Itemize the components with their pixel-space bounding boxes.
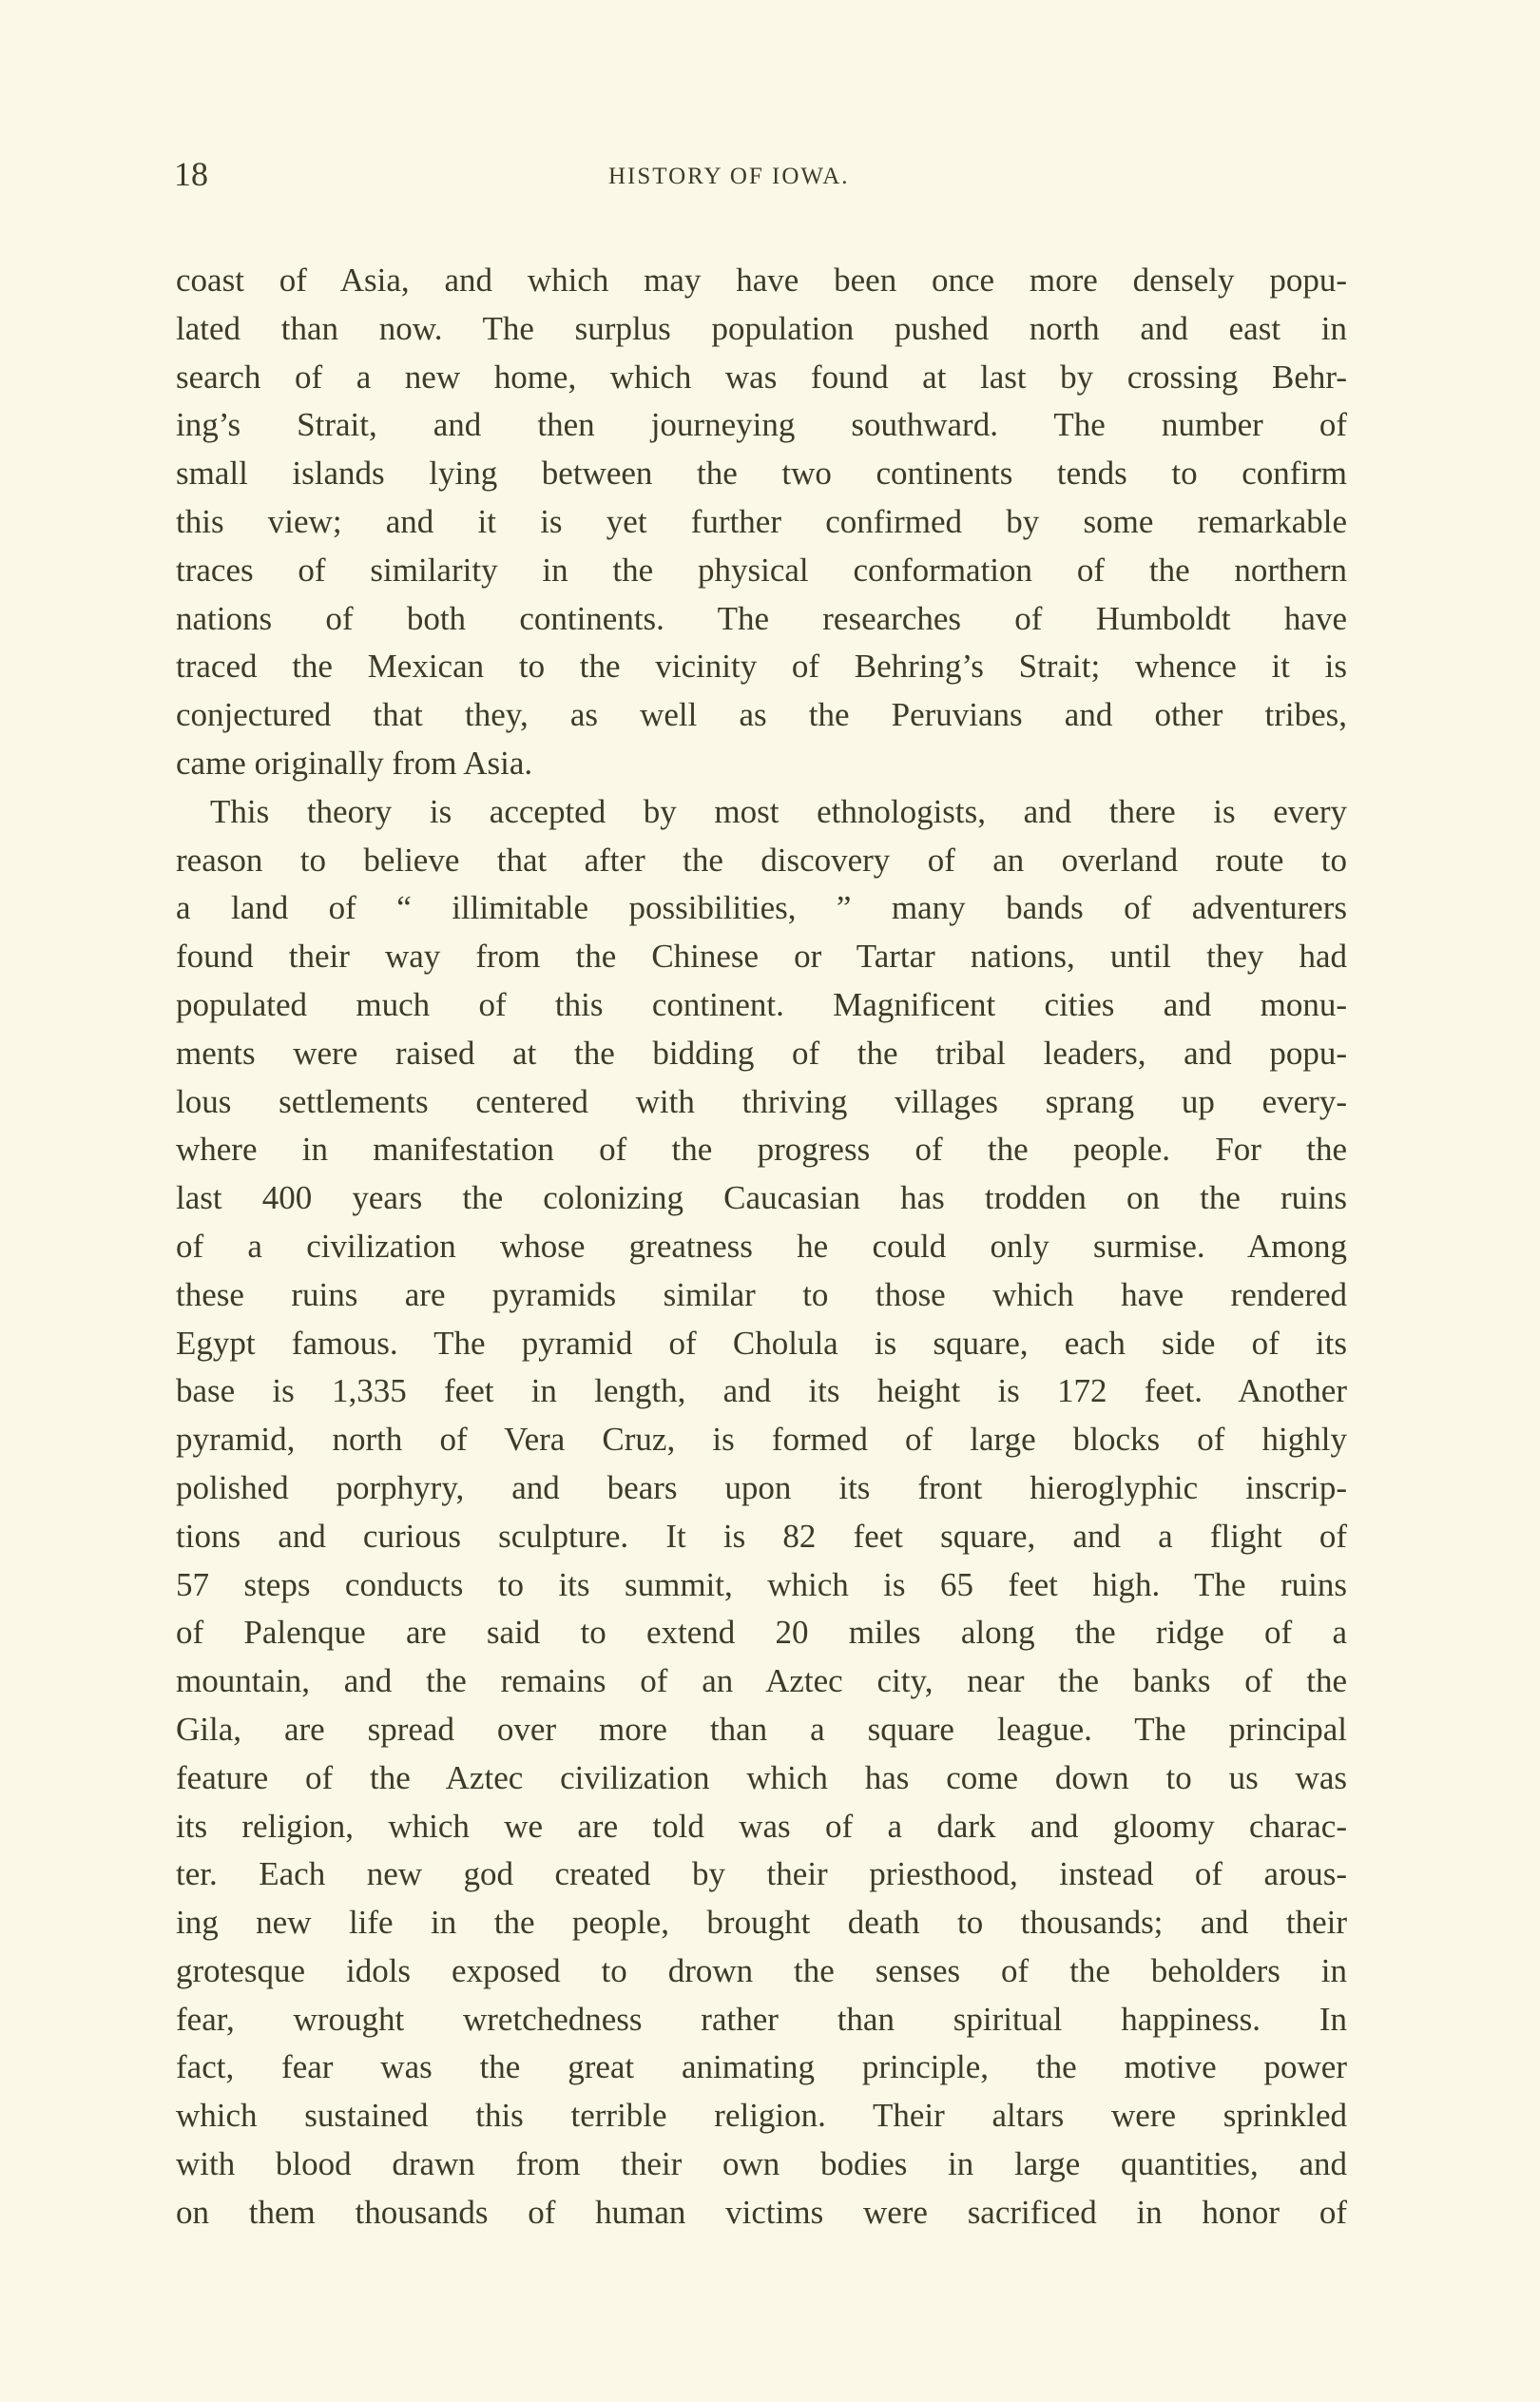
text-line: these ruins are pyramids similar to those which have rendered (176, 1275, 1347, 1313)
text-line: search of a new home, which was found at last by crossing Behr- (176, 358, 1347, 396)
text-line: This theory is accepted by most ethnologists, and there is every (210, 792, 1347, 830)
text-line: Egypt famous. The pyramid of Cholula is square, each side of its (176, 1324, 1347, 1362)
text-line: ter. Each new god created by their priesthood, instead of arous- (176, 1855, 1347, 1893)
text-line: this view; and it is yet further confirmed by some remarkable (176, 502, 1347, 540)
text-line: ing’s Strait, and then journeying southward. The number of (176, 406, 1347, 444)
text-line: of a civilization whose greatness he could only surmise. Among (176, 1227, 1347, 1265)
text-line: a land of “ illimitable possibilities, ” many bands of adventurers (176, 889, 1347, 927)
text-line: polished porphyry, and bears upon its front hieroglyphic inscrip- (176, 1468, 1347, 1506)
text-line: ments were raised at the bidding of the tribal leaders, and popu- (176, 1034, 1347, 1072)
text-line: of Palenque are said to extend 20 miles along the ridge of a (176, 1614, 1347, 1652)
body-text (176, 257, 1347, 2237)
text-line: feature of the Aztec civilization which has come down to us was (176, 1758, 1347, 1796)
text-line: grotesque idols exposed to drown the senses of the beholders in (176, 1951, 1347, 1989)
text-line: which sustained this terrible religion. Their altars were sprinkled (176, 2097, 1347, 2135)
text-line: nations of both continents. The researches of Humboldt have (176, 599, 1347, 637)
text-line: mountain, and the remains of an Aztec city, near the banks of the (176, 1662, 1347, 1700)
text-line: lated than now. The surplus population pushed north and east in (176, 309, 1347, 347)
text-line: on them thousands of human victims were sacrificed in honor of (176, 2193, 1347, 2231)
text-line: base is 1,335 feet in length, and its height is 172 feet. Another (176, 1372, 1347, 1410)
text-line: traced the Mexican to the vicinity of Behring’s Strait; whence it is (176, 648, 1347, 686)
text-line: with blood drawn from their own bodies in large quantities, and (176, 2145, 1347, 2183)
text-line: fact, fear was the great animating principle, the motive power (176, 2048, 1347, 2086)
text-line: its religion, which we are told was of a dark and gloomy charac- (176, 1807, 1347, 1845)
running-title: HISTORY OF IOWA. (608, 164, 850, 189)
text-line: reason to believe that after the discovery of an overland route to (176, 841, 1347, 879)
text-line: ing new life in the people, brought death to thousands; and their (176, 1904, 1347, 1942)
text-line: tions and curious sculpture. It is 82 feet square, and a flight of (176, 1517, 1347, 1555)
text-line: conjectured that they, as well as the Peruvians and other tribes, (176, 696, 1347, 734)
text-line: 57 steps conducts to its summit, which is 65 feet high. The ruins (176, 1565, 1347, 1603)
text-line: populated much of this continent. Magnificent cities and monu- (176, 985, 1347, 1023)
text-line: fear, wrought wretchedness rather than spiritual happiness. In (176, 2000, 1347, 2038)
text-line: coast of Asia, and which may have been once more densely popu- (176, 262, 1347, 299)
text-line: came originally from Asia. (176, 744, 533, 782)
text-line: Gila, are spread over more than a square league. The principal (176, 1710, 1347, 1748)
text-line: small islands lying between the two continents tends to confirm (176, 455, 1347, 493)
text-line: pyramid, north of Vera Cruz, is formed of large blocks of highly (176, 1421, 1347, 1459)
text-line: lous settlements centered with thriving villages sprang up every- (176, 1082, 1347, 1120)
page-number: 18 (174, 155, 208, 193)
text-line: last 400 years the colonizing Caucasian has trodden on the ruins (176, 1179, 1347, 1217)
text-line: traces of similarity in the physical conformation of the northern (176, 551, 1347, 589)
text-line: where in manifestation of the progress of the people. For the (176, 1131, 1347, 1169)
text-line: found their way from the Chinese or Tartar nations, until they had (176, 938, 1347, 976)
